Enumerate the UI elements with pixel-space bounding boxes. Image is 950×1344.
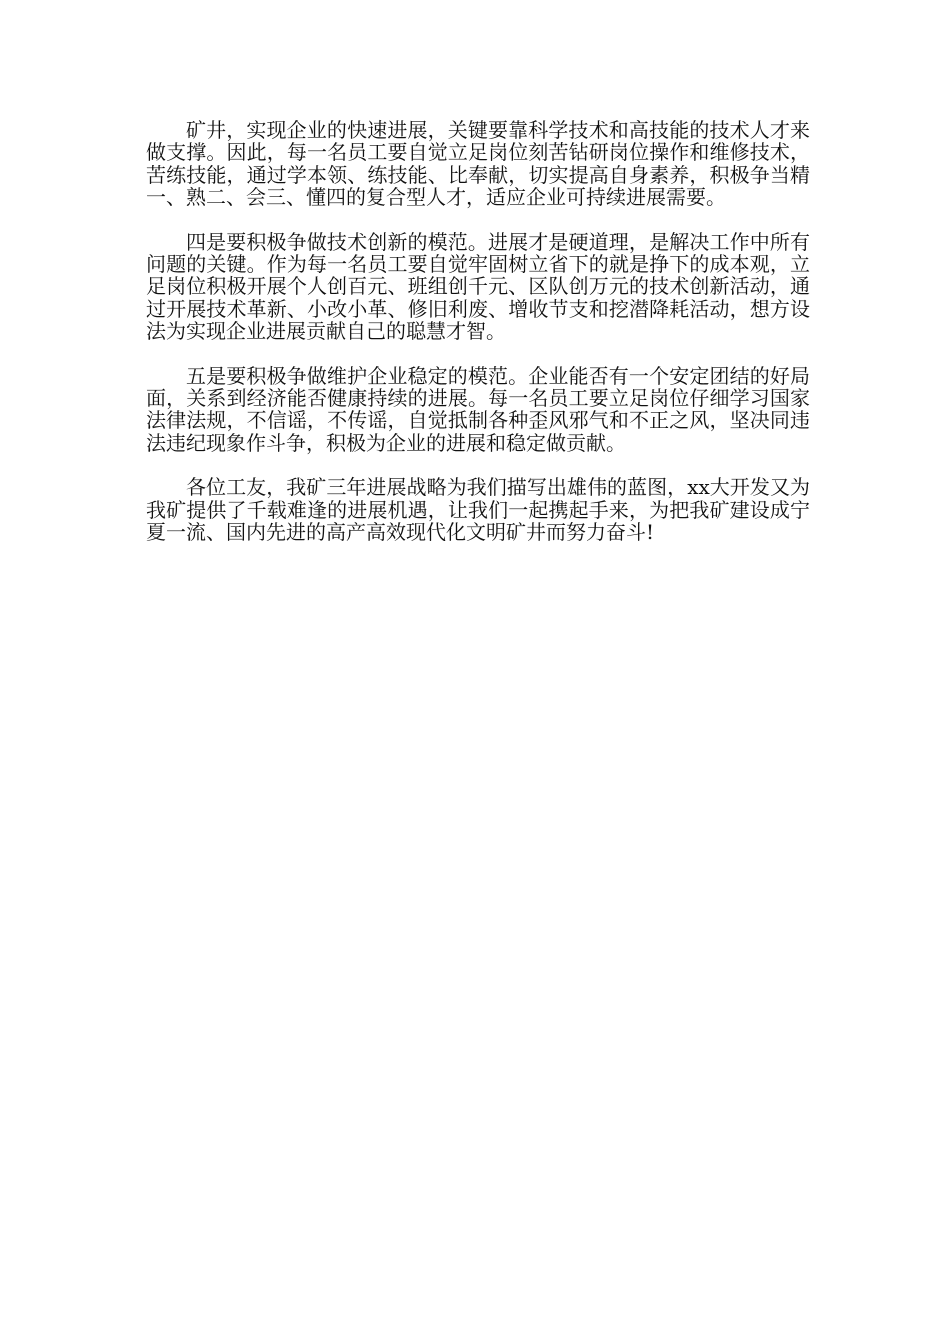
document-body: [146, 119, 810, 566]
paragraph-2: 四是要积极争做技术创新的模范。进展才是硬道理，是解决工作中所有问题的关键。作为每一名员工要自觉牢固树立省下的就是挣下的成本观，立足岗位积极开展个人创百元、班组创千元、区队创万元的技术创新活动，通过开展技术革新、小改小革、修旧利废、增收节支和挖潜降耗活动，想方设法为实现企业进展贡献自己的聪慧才智。: [146, 229, 810, 344]
paragraph-1: 矿井，实现企业的快速进展，关键要靠科学技术和高技能的技术人才来做支撑。因此，每一名员工要自觉立足岗位刻苦钻研岗位操作和维修技术，苦练技能，通过学本领、练技能、比奉献，切实提高自身素养，积极争当精一、熟二、会三、懂四的复合型人才，适应企业可持续进展需要。: [146, 118, 810, 210]
paragraph-4: 各位工友，我矿三年进展战略为我们描写出雄伟的蓝图，xx大开发又为我矿提供了千载难逢的进展机遇，让我们一起携起手来，为把我矿建设成宁夏一流、国内先进的高产高效现代化文明矿井而努力奋斗!: [146, 475, 810, 545]
paragraph-3: 五是要积极争做维护企业稳定的模范。企业能否有一个安定团结的好局面，关系到经济能否健康持续的进展。每一名员工要立足岗位仔细学习国家法律法规，不信谣，不传谣，自觉抵制各种歪风邪气和不正之风，坚决同违法违纪现象作斗争，积极为企业的进展和稳定做贡献。: [146, 363, 810, 455]
